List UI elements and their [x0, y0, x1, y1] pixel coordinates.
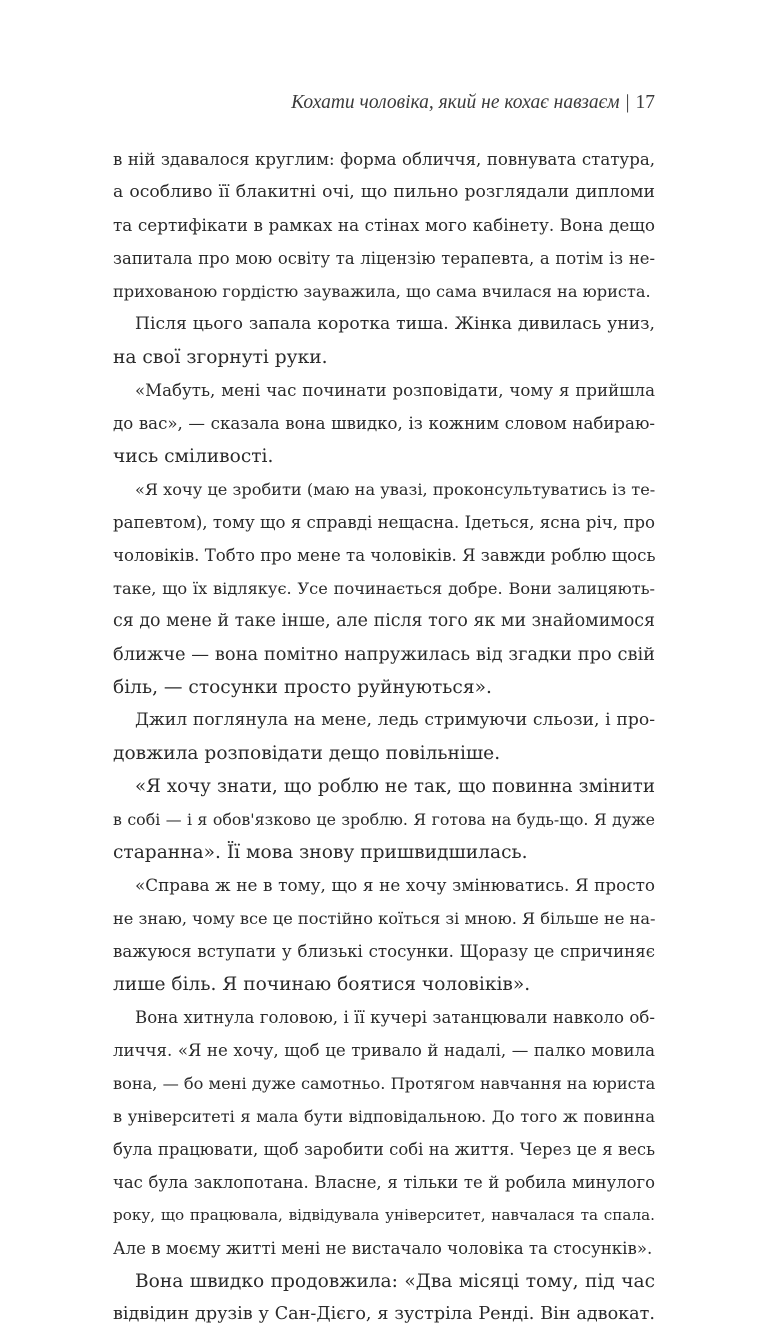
text-line: старанна». Її мова знову пришвидшилась. — [113, 842, 528, 863]
text-line: не знаю, чому все це постійно коїться зі мною. Я більше не на- — [113, 909, 655, 928]
text-line: довжила розповідати дещо повільніше. — [113, 743, 501, 764]
paragraph — [113, 1001, 655, 1265]
text-line: рапевтом), тому що я справді нещасна. Ідеться, ясна річ, про — [113, 513, 655, 532]
text-line: час була заклопотана. Власне, я тільки те й робила минулого — [113, 1173, 655, 1192]
text-line: «Я хочу це зробити (маю на увазі, проконсультуватись із те- — [135, 480, 655, 499]
running-header — [291, 92, 655, 114]
text-line: Вона швидко продовжила: «Два місяці тому, під час — [135, 1271, 655, 1292]
text-line: на свої згорнуті руки. — [113, 347, 328, 368]
text-line: «Я хочу знати, що роблю не так, що повинна змінити — [135, 776, 655, 797]
paragraph — [113, 704, 655, 770]
text-line: таке, що їх відлякує. Усе починається добре. Вони залицяють- — [113, 579, 655, 598]
paragraph — [113, 143, 655, 308]
paragraph — [113, 473, 655, 704]
paragraph — [113, 374, 655, 473]
text-line: вона, — бо мені дуже самотньо. Протягом навчання на юриста — [113, 1074, 655, 1093]
text-line: запитала про мою освіту та ліцензію терапевта, а потім із не- — [113, 249, 655, 268]
text-line: чись сміливості. — [113, 446, 274, 467]
header-separator: | — [625, 92, 630, 113]
text-line: року, що працювала, відвідувала університет, навчалася та спала. — [113, 1206, 655, 1224]
text-line: Але в моєму житті мені не вистачало чоловіка та стосунків». — [113, 1239, 653, 1258]
running-title: Кохати чоловіка, який не кохає навзаєм — [291, 92, 620, 113]
text-line: Вона хитнула головою, і її кучері затанцювали навколо об- — [135, 1008, 655, 1027]
text-line: відвідин друзів у Сан-Дієго, я зустріла Ренді. Він адвокат. — [113, 1304, 655, 1324]
text-line: в університеті я мала бути відповідальною. До того ж повинна — [113, 1107, 655, 1126]
paragraph — [113, 869, 655, 1001]
text-line: а особливо її блакитні очі, що пильно розглядали дипломи — [113, 182, 655, 202]
text-line: Джил поглянула на мене, ледь стримуючи сльози, і про- — [135, 710, 655, 730]
text-line: в ній здавалося круглим: форма обличчя, повнувата статура, — [113, 150, 655, 169]
text-line: ся до мене й таке інше, але після того як ми знайомимося — [113, 611, 655, 631]
text-line: до вас», — сказала вона швидко, із кожним словом набираю- — [113, 414, 655, 433]
text-line: лише біль. Я починаю боятися чоловіків». — [113, 974, 531, 995]
text-line: «Справа ж не в тому, що я не хочу змінюватись. Я просто — [135, 875, 655, 895]
text-line: прихованою гордістю зауважила, що сама вчилася на юриста. — [113, 282, 651, 301]
text-line: ближче — вона помітно напружилась від згадки про свій — [113, 644, 655, 665]
text-line: була працювати, щоб заробити собі на життя. Через це я весь — [113, 1140, 655, 1159]
page-number: 17 — [635, 92, 655, 113]
text-line: важуюся вступати у близькі стосунки. Щоразу це спричиняє — [113, 942, 655, 961]
text-line: личчя. «Я не хочу, щоб це тривало й надалі, — палко мовила — [113, 1041, 655, 1060]
paragraph — [113, 770, 655, 869]
paragraph — [113, 1265, 655, 1331]
text-line: чоловіків. Тобто про мене та чоловіків. Я завжди роблю щось — [113, 546, 655, 565]
text-line: Після цього запала коротка тиша. Жінка дивилась униз, — [135, 314, 655, 334]
body-text — [113, 143, 655, 1331]
text-line: в собі — і я обов'язково це зроблю. Я готова на будь-що. Я дуже — [113, 810, 655, 829]
text-line: «Мабуть, мені час починати розповідати, чому я прийшла — [135, 381, 655, 400]
paragraph — [113, 308, 655, 374]
text-line: та сертифікати в рамках на стінах мого кабінету. Вона дещо — [113, 215, 655, 235]
text-line: біль, — стосунки просто руйнуються». — [113, 677, 492, 698]
